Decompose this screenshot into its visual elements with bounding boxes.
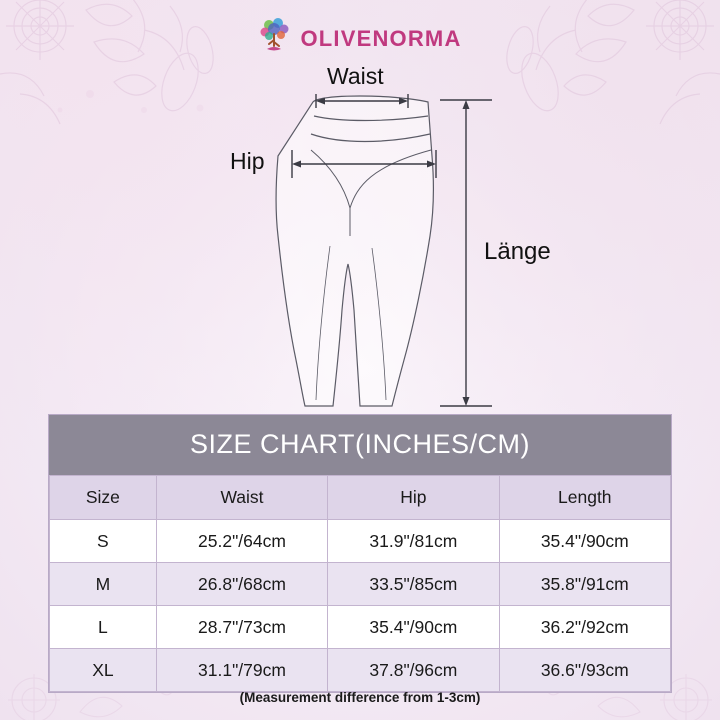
column-header-length: Length xyxy=(499,476,670,520)
size-chart-title: SIZE CHART(INCHES/CM) xyxy=(49,415,671,475)
cell-hip: 31.9"/81cm xyxy=(328,520,499,563)
column-header-waist: Waist xyxy=(156,476,327,520)
cell-size: S xyxy=(50,520,157,563)
waist-label: Waist xyxy=(327,63,384,89)
cell-hip: 33.5"/85cm xyxy=(328,563,499,606)
cell-length: 35.4"/90cm xyxy=(499,520,670,563)
measurement-footnote: (Measurement difference from 1-3cm) xyxy=(239,690,481,705)
brand-header xyxy=(0,16,720,61)
size-chart-table xyxy=(49,475,671,692)
measurement-diagram xyxy=(0,60,720,410)
hip-label: Hip xyxy=(230,148,265,174)
cell-waist: 25.2"/64cm xyxy=(156,520,327,563)
cell-hip: 35.4"/90cm xyxy=(328,606,499,649)
cell-size: M xyxy=(50,563,157,606)
cell-size: L xyxy=(50,606,157,649)
cell-hip: 37.8"/96cm xyxy=(328,649,499,692)
table-row xyxy=(50,606,671,649)
column-header-hip: Hip xyxy=(328,476,499,520)
tree-of-life-icon xyxy=(258,16,292,61)
cell-size: XL xyxy=(50,649,157,692)
table-header-row xyxy=(50,476,671,520)
length-label: Länge xyxy=(484,238,551,265)
cell-length: 36.6"/93cm xyxy=(499,649,670,692)
cell-waist: 28.7"/73cm xyxy=(156,606,327,649)
cell-waist: 26.8"/68cm xyxy=(156,563,327,606)
column-header-size: Size xyxy=(50,476,157,520)
cell-length: 35.8"/91cm xyxy=(499,563,670,606)
leggings-outline-icon xyxy=(0,60,720,410)
table-row xyxy=(50,520,671,563)
size-chart-table-block xyxy=(48,414,672,693)
cell-length: 36.2"/92cm xyxy=(499,606,670,649)
table-row xyxy=(50,649,671,692)
brand-name: OLIVENORMA xyxy=(300,25,462,51)
cell-waist: 31.1"/79cm xyxy=(156,649,327,692)
table-row xyxy=(50,563,671,606)
